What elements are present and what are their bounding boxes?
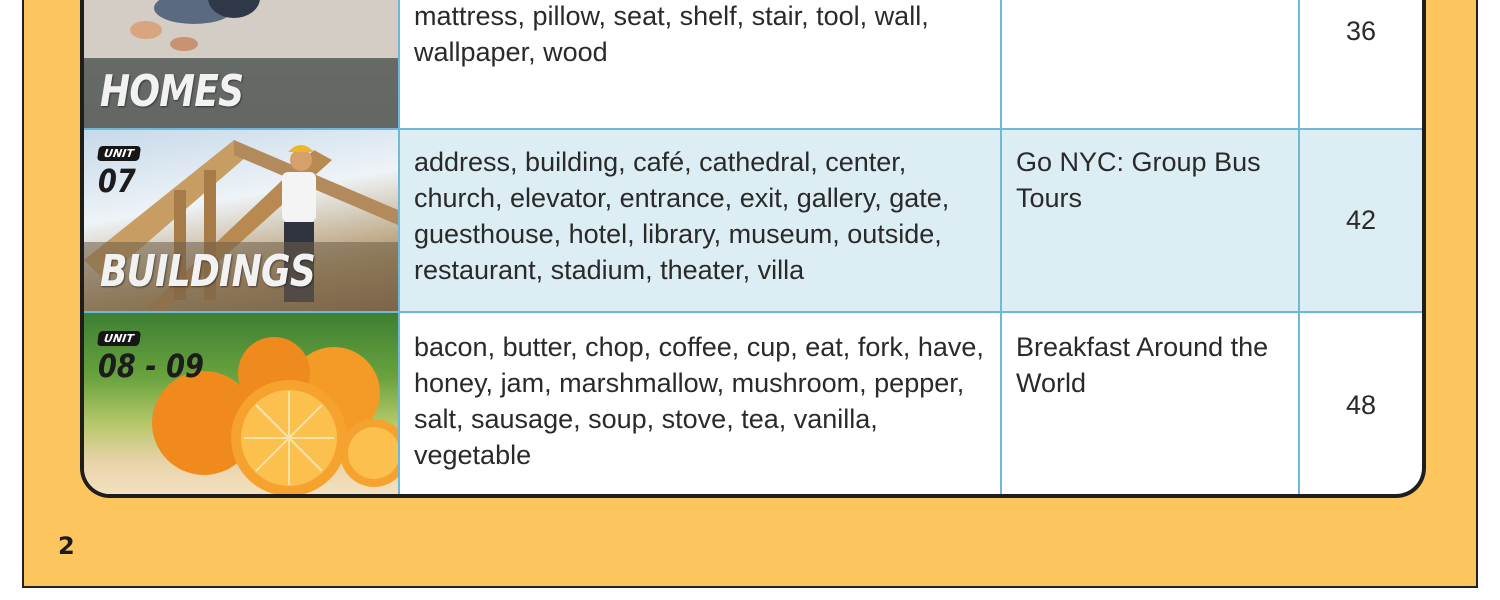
unit-thumbnail-food (84, 313, 398, 498)
table-row-food (84, 313, 1422, 498)
textbook-page (22, 0, 1478, 588)
vocabulary-cell: address, building, café, cathedral, center, church, elevator, entrance, exit, gallery, gate, guesthouse, hotel, library, museum, outside, restaurant, stadium, theater, villa (398, 130, 1002, 311)
unit-title: HOMES (100, 66, 244, 117)
reading-cell: Go NYC: Group Bus Tours (1002, 130, 1300, 311)
unit-title: BUILDINGS (100, 246, 316, 297)
photo-carpenter-floor-icon (84, 0, 398, 60)
page-number-cell: 42 (1345, 205, 1377, 235)
unit-thumbnail-homes (84, 0, 398, 128)
reading-cell: Breakfast Around the World (1002, 313, 1300, 498)
unit-number: 07 (98, 162, 136, 200)
page-number-cell: 36 (1345, 16, 1377, 46)
table-row-buildings (84, 130, 1422, 311)
reading-cell (1002, 0, 1300, 128)
unit-badge: UNIT (97, 331, 141, 346)
page-number-cell: 48 (1345, 390, 1377, 420)
table-row-homes (84, 0, 1422, 128)
page-number: 2 (58, 532, 75, 560)
unit-thumbnail-buildings (84, 130, 398, 311)
unit-badge: UNIT (97, 146, 141, 161)
contents-table (80, 0, 1426, 498)
unit-number: 08 - 09 (98, 347, 204, 385)
vocabulary-cell: mattress, pillow, seat, shelf, stair, tool, wall, wallpaper, wood (398, 0, 1002, 128)
vocabulary-cell: bacon, butter, chop, coffee, cup, eat, fork, have, honey, jam, marshmallow, mushroom, pepper, salt, sausage, soup, stove, tea, vanilla, vegetable (398, 313, 1002, 498)
